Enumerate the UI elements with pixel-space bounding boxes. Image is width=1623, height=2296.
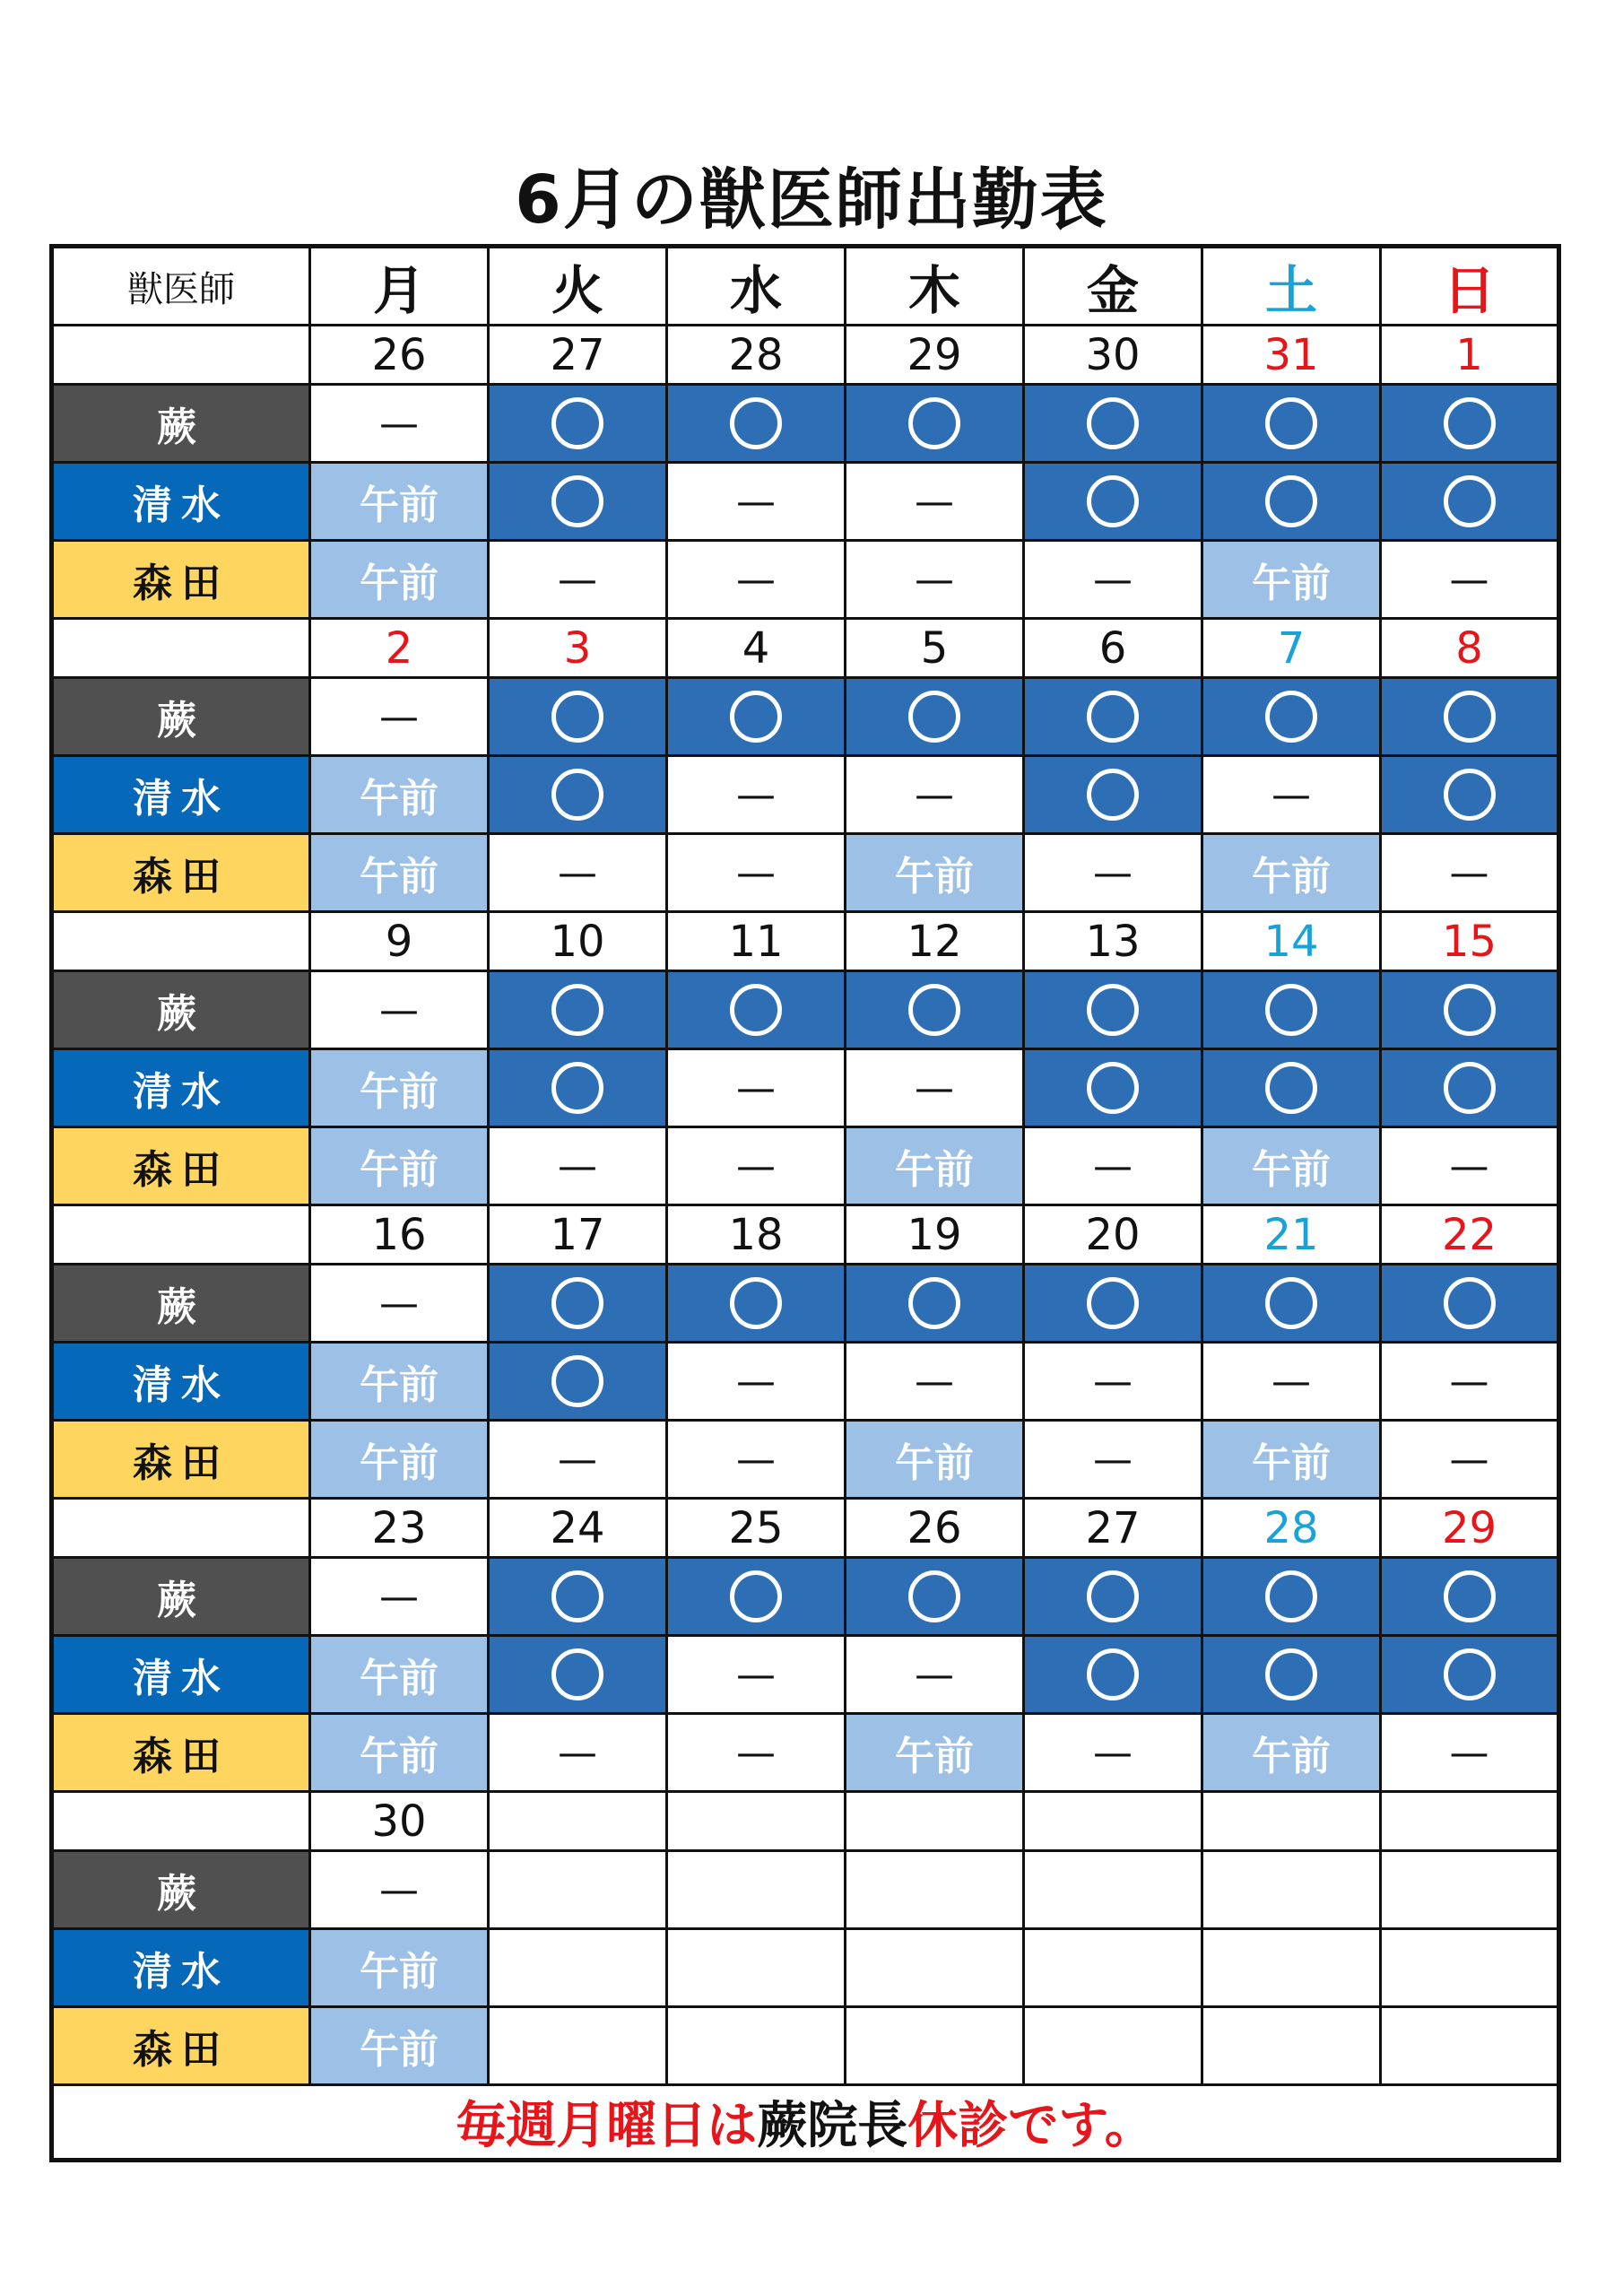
date-cell-fri: 30 xyxy=(1024,326,1202,385)
status-morning: 午前 xyxy=(1202,834,1381,912)
circle-icon xyxy=(1444,1277,1496,1329)
status-off: — xyxy=(489,834,667,912)
circle-icon xyxy=(551,1062,603,1114)
status-empty xyxy=(846,1851,1024,1929)
date-cell-fri: 27 xyxy=(1024,1499,1202,1558)
status-off: — xyxy=(1024,834,1202,912)
date-cell-thu: 19 xyxy=(846,1205,1024,1265)
status-working xyxy=(1024,1636,1202,1714)
circle-icon xyxy=(1087,1570,1139,1622)
status-morning: 午前 xyxy=(310,1929,489,2007)
circle-icon xyxy=(551,1277,603,1329)
vet-name-shimizu: 清水 xyxy=(52,463,310,541)
date-cell-sun xyxy=(1381,1792,1559,1851)
status-working xyxy=(1202,1049,1381,1127)
circle-icon xyxy=(730,1570,782,1622)
date-cell-fri: 6 xyxy=(1024,619,1202,678)
status-off: — xyxy=(1381,1421,1559,1499)
status-working xyxy=(1381,1636,1559,1714)
date-cell-mon: 9 xyxy=(310,912,489,971)
circle-icon xyxy=(1087,1648,1139,1700)
date-cell-tue: 24 xyxy=(489,1499,667,1558)
status-morning: 午前 xyxy=(1202,1127,1381,1205)
status-working xyxy=(667,385,846,463)
status-working xyxy=(667,678,846,756)
status-working xyxy=(1024,1049,1202,1127)
date-row-spacer xyxy=(52,1205,310,1265)
circle-icon xyxy=(908,1277,960,1329)
vet-name-shimizu: 清水 xyxy=(52,1049,310,1127)
vet-name-shimizu: 清水 xyxy=(52,1343,310,1421)
circle-icon xyxy=(1087,1277,1139,1329)
status-morning: 午前 xyxy=(1202,541,1381,619)
date-row xyxy=(52,619,1559,678)
date-cell-wed: 18 xyxy=(667,1205,846,1265)
date-cell-thu xyxy=(846,1792,1024,1851)
circle-icon xyxy=(908,1570,960,1622)
status-off: — xyxy=(846,541,1024,619)
vet-name-morita: 森田 xyxy=(52,834,310,912)
date-cell-mon: 16 xyxy=(310,1205,489,1265)
status-empty xyxy=(1024,2007,1202,2085)
circle-icon xyxy=(551,1648,603,1700)
status-off: — xyxy=(667,1127,846,1205)
status-morning: 午前 xyxy=(1202,1421,1381,1499)
circle-icon xyxy=(1087,984,1139,1036)
status-morning: 午前 xyxy=(310,1049,489,1127)
date-row-spacer xyxy=(52,619,310,678)
note-row xyxy=(52,2085,1559,2161)
circle-icon xyxy=(1087,397,1139,449)
status-morning: 午前 xyxy=(310,1636,489,1714)
date-cell-sun: 22 xyxy=(1381,1205,1559,1265)
status-working xyxy=(489,385,667,463)
circle-icon xyxy=(730,984,782,1036)
date-cell-thu: 26 xyxy=(846,1499,1024,1558)
status-working xyxy=(1024,1265,1202,1343)
status-off: — xyxy=(667,463,846,541)
date-cell-fri: 20 xyxy=(1024,1205,1202,1265)
date-cell-wed: 28 xyxy=(667,326,846,385)
vet-row-morita xyxy=(52,1714,1559,1792)
status-morning: 午前 xyxy=(846,1714,1024,1792)
status-off: — xyxy=(1381,1714,1559,1792)
vet-name-warabi: 蕨 xyxy=(52,385,310,463)
status-morning: 午前 xyxy=(310,541,489,619)
vet-name-morita: 森田 xyxy=(52,1421,310,1499)
circle-icon xyxy=(551,1355,603,1407)
weekday-sat: 土 xyxy=(1202,247,1381,326)
circle-icon xyxy=(1265,1277,1317,1329)
weekday-sun: 日 xyxy=(1381,247,1559,326)
vet-row-warabi xyxy=(52,385,1559,463)
status-working xyxy=(846,1265,1024,1343)
date-cell-tue: 17 xyxy=(489,1205,667,1265)
circle-icon xyxy=(1265,1062,1317,1114)
date-cell-mon: 30 xyxy=(310,1792,489,1851)
circle-icon xyxy=(730,1277,782,1329)
vet-name-shimizu: 清水 xyxy=(52,756,310,834)
weekday-header-row xyxy=(52,247,1559,326)
circle-icon xyxy=(730,691,782,743)
status-morning: 午前 xyxy=(846,834,1024,912)
vet-name-shimizu: 清水 xyxy=(52,1636,310,1714)
status-off: — xyxy=(1381,1127,1559,1205)
date-cell-sat: 14 xyxy=(1202,912,1381,971)
vet-name-morita: 森田 xyxy=(52,541,310,619)
status-morning: 午前 xyxy=(846,1127,1024,1205)
status-working xyxy=(1381,463,1559,541)
status-off: — xyxy=(310,1558,489,1636)
vet-row-shimizu xyxy=(52,1929,1559,2007)
status-off: — xyxy=(310,1851,489,1929)
vet-row-warabi xyxy=(52,971,1559,1049)
date-cell-sat: 31 xyxy=(1202,326,1381,385)
note-text-weekly-monday: 毎週月曜日は xyxy=(456,2097,758,2155)
date-cell-sat xyxy=(1202,1792,1381,1851)
vet-row-warabi xyxy=(52,1265,1559,1343)
status-off: — xyxy=(489,1714,667,1792)
status-off: — xyxy=(1202,1343,1381,1421)
vet-row-morita xyxy=(52,1127,1559,1205)
date-cell-fri xyxy=(1024,1792,1202,1851)
circle-icon xyxy=(1444,397,1496,449)
date-row-spacer xyxy=(52,912,310,971)
circle-icon xyxy=(1444,475,1496,527)
date-row xyxy=(52,1792,1559,1851)
circle-icon xyxy=(1444,1570,1496,1622)
vet-row-warabi xyxy=(52,1851,1559,1929)
circle-icon xyxy=(1087,475,1139,527)
circle-icon xyxy=(551,397,603,449)
vet-row-morita xyxy=(52,541,1559,619)
date-cell-wed: 4 xyxy=(667,619,846,678)
status-morning: 午前 xyxy=(310,1421,489,1499)
status-working xyxy=(489,678,667,756)
date-cell-sat: 7 xyxy=(1202,619,1381,678)
date-cell-fri: 13 xyxy=(1024,912,1202,971)
vet-row-morita xyxy=(52,834,1559,912)
status-empty xyxy=(489,2007,667,2085)
vet-name-morita: 森田 xyxy=(52,1127,310,1205)
date-cell-sat: 28 xyxy=(1202,1499,1381,1558)
vet-row-shimizu xyxy=(52,1049,1559,1127)
status-working xyxy=(1381,1558,1559,1636)
status-empty xyxy=(1202,2007,1381,2085)
status-working xyxy=(489,1265,667,1343)
status-working xyxy=(1202,1636,1381,1714)
vet-name-warabi: 蕨 xyxy=(52,1558,310,1636)
status-off: — xyxy=(1024,541,1202,619)
status-working xyxy=(489,463,667,541)
date-cell-sat: 21 xyxy=(1202,1205,1381,1265)
date-cell-sun: 8 xyxy=(1381,619,1559,678)
status-working xyxy=(846,971,1024,1049)
status-morning: 午前 xyxy=(310,834,489,912)
status-working xyxy=(489,1558,667,1636)
status-working xyxy=(489,756,667,834)
circle-icon xyxy=(551,769,603,821)
status-morning: 午前 xyxy=(310,463,489,541)
status-off: — xyxy=(310,971,489,1049)
status-empty xyxy=(1381,1851,1559,1929)
status-working xyxy=(1381,385,1559,463)
date-cell-sun: 15 xyxy=(1381,912,1559,971)
date-cell-sun: 1 xyxy=(1381,326,1559,385)
date-row-spacer xyxy=(52,1499,310,1558)
note-text-closed: 休診です。 xyxy=(907,2097,1155,2155)
status-working xyxy=(667,971,846,1049)
status-working xyxy=(1202,1558,1381,1636)
vet-row-shimizu xyxy=(52,463,1559,541)
vet-row-morita xyxy=(52,2007,1559,2085)
status-empty xyxy=(846,2007,1024,2085)
circle-icon xyxy=(1265,984,1317,1036)
circle-icon xyxy=(1087,691,1139,743)
status-working xyxy=(1202,385,1381,463)
status-off: — xyxy=(667,834,846,912)
status-off: — xyxy=(1381,1343,1559,1421)
status-working xyxy=(1024,971,1202,1049)
status-working xyxy=(1202,1265,1381,1343)
status-empty xyxy=(1024,1851,1202,1929)
status-morning: 午前 xyxy=(310,2007,489,2085)
weekday-tue: 火 xyxy=(489,247,667,326)
status-working xyxy=(489,1343,667,1421)
status-working xyxy=(1381,678,1559,756)
status-off: — xyxy=(310,385,489,463)
date-cell-tue: 27 xyxy=(489,326,667,385)
vet-row-shimizu xyxy=(52,1636,1559,1714)
status-empty xyxy=(1381,2007,1559,2085)
status-empty xyxy=(1024,1929,1202,2007)
status-off: — xyxy=(667,541,846,619)
status-off: — xyxy=(1024,1127,1202,1205)
date-cell-thu: 12 xyxy=(846,912,1024,971)
vet-row-shimizu xyxy=(52,1343,1559,1421)
status-working xyxy=(1024,463,1202,541)
date-row-spacer xyxy=(52,326,310,385)
vet-name-shimizu: 清水 xyxy=(52,1929,310,2007)
status-off: — xyxy=(846,1343,1024,1421)
status-working xyxy=(1024,678,1202,756)
vet-name-warabi: 蕨 xyxy=(52,678,310,756)
status-working xyxy=(846,1558,1024,1636)
date-cell-tue: 3 xyxy=(489,619,667,678)
circle-icon xyxy=(1265,1570,1317,1622)
status-off: — xyxy=(667,1714,846,1792)
status-empty xyxy=(1202,1929,1381,2007)
circle-icon xyxy=(908,691,960,743)
vet-row-warabi xyxy=(52,678,1559,756)
status-working xyxy=(846,678,1024,756)
date-row xyxy=(52,1205,1559,1265)
vet-name-morita: 森田 xyxy=(52,1714,310,1792)
vet-name-morita: 森田 xyxy=(52,2007,310,2085)
status-empty xyxy=(667,1851,846,1929)
status-off: — xyxy=(310,1265,489,1343)
status-off: — xyxy=(667,1421,846,1499)
circle-icon xyxy=(1087,1062,1139,1114)
status-off: — xyxy=(1381,834,1559,912)
circle-icon xyxy=(1265,397,1317,449)
page-title: 6月の獣医師出勤表 xyxy=(515,161,1108,239)
status-working xyxy=(1381,1049,1559,1127)
status-off: — xyxy=(489,1421,667,1499)
status-off: — xyxy=(1202,756,1381,834)
weekday-thu: 木 xyxy=(846,247,1024,326)
status-off: — xyxy=(489,1127,667,1205)
status-off: — xyxy=(1381,541,1559,619)
weekday-fri: 金 xyxy=(1024,247,1202,326)
date-cell-mon: 2 xyxy=(310,619,489,678)
circle-icon xyxy=(1087,769,1139,821)
status-off: — xyxy=(667,1343,846,1421)
date-cell-thu: 5 xyxy=(846,619,1024,678)
status-off: — xyxy=(667,756,846,834)
status-morning: 午前 xyxy=(310,1127,489,1205)
date-cell-wed xyxy=(667,1792,846,1851)
vet-row-warabi xyxy=(52,1558,1559,1636)
vet-name-warabi: 蕨 xyxy=(52,1265,310,1343)
status-off: — xyxy=(489,541,667,619)
status-empty xyxy=(667,2007,846,2085)
status-working xyxy=(1381,756,1559,834)
status-off: — xyxy=(667,1049,846,1127)
status-working xyxy=(1202,678,1381,756)
status-morning: 午前 xyxy=(310,756,489,834)
circle-icon xyxy=(551,984,603,1036)
status-working xyxy=(1381,1265,1559,1343)
status-empty xyxy=(1381,1929,1559,2007)
circle-icon xyxy=(730,397,782,449)
date-cell-wed: 25 xyxy=(667,1499,846,1558)
status-empty xyxy=(489,1851,667,1929)
date-cell-thu: 29 xyxy=(846,326,1024,385)
status-off: — xyxy=(846,463,1024,541)
status-working xyxy=(489,1636,667,1714)
status-morning: 午前 xyxy=(310,1343,489,1421)
weekday-wed: 水 xyxy=(667,247,846,326)
status-working xyxy=(667,1265,846,1343)
status-off: — xyxy=(1024,1714,1202,1792)
status-empty xyxy=(846,1929,1024,2007)
status-off: — xyxy=(846,1049,1024,1127)
status-working xyxy=(1024,756,1202,834)
status-working xyxy=(1024,385,1202,463)
status-empty xyxy=(667,1929,846,2007)
status-morning: 午前 xyxy=(1202,1714,1381,1792)
circle-icon xyxy=(908,984,960,1036)
circle-icon xyxy=(551,691,603,743)
status-morning: 午前 xyxy=(846,1421,1024,1499)
circle-icon xyxy=(1265,475,1317,527)
vet-column-header: 獣医師 xyxy=(52,247,310,326)
date-cell-wed: 11 xyxy=(667,912,846,971)
vet-name-warabi: 蕨 xyxy=(52,1851,310,1929)
circle-icon xyxy=(1265,691,1317,743)
status-off: — xyxy=(846,1636,1024,1714)
closure-note xyxy=(52,2085,1559,2161)
status-working xyxy=(1381,971,1559,1049)
circle-icon xyxy=(908,397,960,449)
status-off: — xyxy=(1024,1421,1202,1499)
circle-icon xyxy=(551,475,603,527)
status-working xyxy=(489,1049,667,1127)
circle-icon xyxy=(1444,691,1496,743)
date-row xyxy=(52,912,1559,971)
date-row xyxy=(52,326,1559,385)
circle-icon xyxy=(551,1570,603,1622)
schedule-table xyxy=(49,244,1561,2162)
date-cell-tue: 10 xyxy=(489,912,667,971)
date-row-spacer xyxy=(52,1792,310,1851)
circle-icon xyxy=(1444,769,1496,821)
circle-icon xyxy=(1444,984,1496,1036)
vet-row-shimizu xyxy=(52,756,1559,834)
status-off: — xyxy=(846,756,1024,834)
status-empty xyxy=(1202,1851,1381,1929)
status-working xyxy=(489,971,667,1049)
note-text-director: 蕨院長 xyxy=(757,2097,908,2155)
date-cell-sun: 29 xyxy=(1381,1499,1559,1558)
date-cell-mon: 23 xyxy=(310,1499,489,1558)
date-row xyxy=(52,1499,1559,1558)
circle-icon xyxy=(1265,1648,1317,1700)
status-working xyxy=(846,385,1024,463)
status-off: — xyxy=(667,1636,846,1714)
status-working xyxy=(667,1558,846,1636)
status-working xyxy=(1202,463,1381,541)
status-empty xyxy=(489,1929,667,2007)
vet-name-warabi: 蕨 xyxy=(52,971,310,1049)
status-off: — xyxy=(1024,1343,1202,1421)
status-off: — xyxy=(310,678,489,756)
date-cell-mon: 26 xyxy=(310,326,489,385)
date-cell-tue xyxy=(489,1792,667,1851)
status-working xyxy=(1202,971,1381,1049)
weekday-mon: 月 xyxy=(310,247,489,326)
status-working xyxy=(1024,1558,1202,1636)
vet-row-morita xyxy=(52,1421,1559,1499)
status-morning: 午前 xyxy=(310,1714,489,1792)
circle-icon xyxy=(1444,1648,1496,1700)
circle-icon xyxy=(1444,1062,1496,1114)
